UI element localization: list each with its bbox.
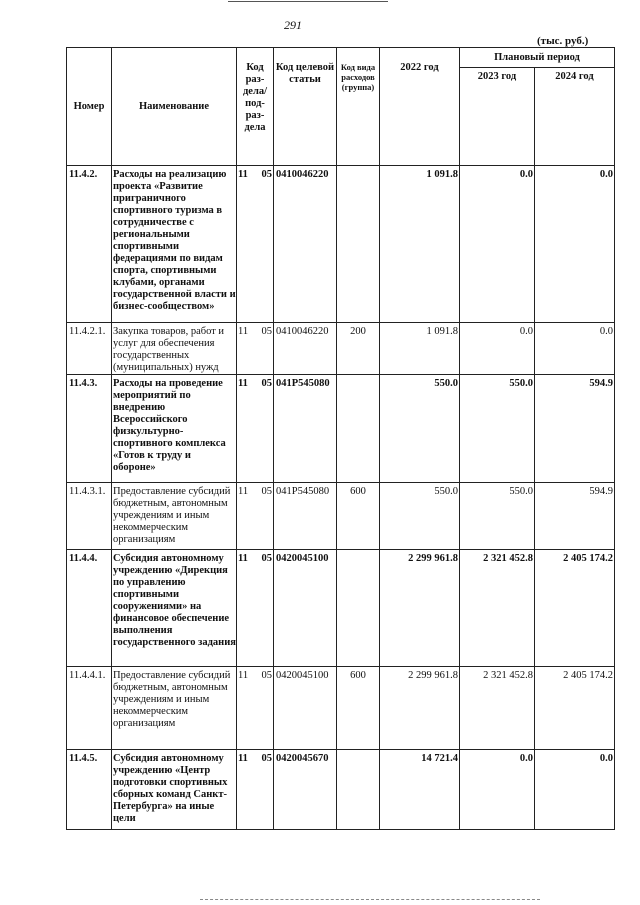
row-number: 11.4.2. xyxy=(67,166,112,323)
row-podrazdel: 05 xyxy=(261,553,272,564)
row-expense-group xyxy=(337,550,380,667)
row-value-2022: 550.0 xyxy=(380,375,460,483)
row-value-2024: 2 405 174.2 xyxy=(535,550,615,667)
row-value-2023: 0.0 xyxy=(460,323,535,375)
row-section-cell xyxy=(237,483,274,550)
row-name: Закупка товаров, работ и услуг для обеспечения государственных (муниципальных) нужд xyxy=(112,323,237,375)
col-2024-header: 2024 год xyxy=(535,68,615,166)
row-podrazdel: 05 xyxy=(261,378,272,389)
scan-bottom-line xyxy=(200,899,540,901)
table-row xyxy=(67,483,615,550)
units-label: (тыс. руб.) xyxy=(537,35,589,47)
row-expense-group: 600 xyxy=(337,483,380,550)
row-value-2022: 2 299 961.8 xyxy=(380,667,460,750)
row-number: 11.4.5. xyxy=(67,750,112,830)
row-razdel: 11 xyxy=(238,753,248,764)
row-podrazdel: 05 xyxy=(261,326,272,337)
row-number: 11.4.4.1. xyxy=(67,667,112,750)
row-target: 041Р545080 xyxy=(274,483,337,550)
row-value-2023: 0.0 xyxy=(460,750,535,830)
planned-period-header: Плановый период xyxy=(460,48,615,68)
scan-top-line xyxy=(228,1,388,2)
row-expense-group xyxy=(337,375,380,483)
table-row xyxy=(67,550,615,667)
row-value-2022: 1 091.8 xyxy=(380,166,460,323)
col-name-header: Наименование xyxy=(112,48,237,166)
col-expense-header: Код вида расходов (группа) xyxy=(337,48,380,166)
row-value-2023: 550.0 xyxy=(460,375,535,483)
row-name: Предоставление субсидий бюджетным, автономным учреждениям и иным некоммерческим организациям xyxy=(112,667,237,750)
row-value-2023: 2 321 452.8 xyxy=(460,667,535,750)
row-value-2023: 0.0 xyxy=(460,166,535,323)
table-row xyxy=(67,750,615,830)
row-podrazdel: 05 xyxy=(261,753,272,764)
row-target: 0410046220 xyxy=(274,323,337,375)
row-razdel: 11 xyxy=(238,553,248,564)
row-expense-group: 600 xyxy=(337,667,380,750)
row-target: 0420045100 xyxy=(274,550,337,667)
row-section-cell xyxy=(237,323,274,375)
row-value-2024: 0.0 xyxy=(535,166,615,323)
col-number-header: Номер xyxy=(67,48,112,166)
row-value-2024: 2 405 174.2 xyxy=(535,667,615,750)
row-value-2022: 14 721.4 xyxy=(380,750,460,830)
budget-table xyxy=(66,47,615,830)
row-section-cell xyxy=(237,667,274,750)
row-number: 11.4.2.1. xyxy=(67,323,112,375)
row-target: 0420045100 xyxy=(274,667,337,750)
row-razdel: 11 xyxy=(238,326,249,337)
row-number: 11.4.3. xyxy=(67,375,112,483)
row-value-2023: 550.0 xyxy=(460,483,535,550)
row-target: 0420045670 xyxy=(274,750,337,830)
page-number: 291 xyxy=(284,18,302,32)
row-razdel: 11 xyxy=(238,378,248,389)
row-name: Субсидия автономному учреждению «Центр подготовки спортивных сборных команд Санкт-Петербурга» на иные цели xyxy=(112,750,237,830)
row-target: 041Р545080 xyxy=(274,375,337,483)
row-podrazdel: 05 xyxy=(261,486,272,497)
row-podrazdel: 05 xyxy=(261,169,272,180)
row-section-cell xyxy=(237,375,274,483)
row-target: 0410046220 xyxy=(274,166,337,323)
col-2023-header: 2023 год xyxy=(460,68,535,166)
row-podrazdel: 05 xyxy=(261,670,272,681)
table-row xyxy=(67,667,615,750)
row-value-2022: 550.0 xyxy=(380,483,460,550)
row-value-2024: 594.9 xyxy=(535,483,615,550)
row-expense-group: 200 xyxy=(337,323,380,375)
row-expense-group xyxy=(337,750,380,830)
row-value-2022: 1 091.8 xyxy=(380,323,460,375)
row-value-2024: 0.0 xyxy=(535,323,615,375)
row-expense-group xyxy=(337,166,380,323)
col-target-header: Код целевой статьи xyxy=(274,48,337,166)
col-section-header: Код раз-дела/ под-раз-дела xyxy=(237,48,274,166)
row-value-2024: 594.9 xyxy=(535,375,615,483)
row-razdel: 11 xyxy=(238,169,248,180)
row-name: Субсидия автономному учреждению «Дирекция по управлению спортивными сооружениями» на финансовое обеспечение выполнения государственного задания xyxy=(112,550,237,667)
row-number: 11.4.3.1. xyxy=(67,483,112,550)
row-value-2022: 2 299 961.8 xyxy=(380,550,460,667)
row-value-2023: 2 321 452.8 xyxy=(460,550,535,667)
row-number: 11.4.4. xyxy=(67,550,112,667)
col-2022-header: 2022 год xyxy=(380,48,460,166)
row-section-cell xyxy=(237,166,274,323)
table-row xyxy=(67,166,615,323)
row-name: Расходы на проведение мероприятий по внедрению Всероссийского физкультурно-спортивного комплекса «Готов к труду и обороне» xyxy=(112,375,237,483)
row-value-2024: 0.0 xyxy=(535,750,615,830)
table-row xyxy=(67,323,615,375)
row-name: Расходы на реализацию проекта «Развитие приграничного спортивного туризма в сотрудничестве с региональными спортивными федерациями по видам спорта, спортивными клубами, органами государственной власти и бизнес-сообществом» xyxy=(112,166,237,323)
row-razdel: 11 xyxy=(238,670,249,681)
table-row xyxy=(67,375,615,483)
row-section-cell xyxy=(237,550,274,667)
row-section-cell xyxy=(237,750,274,830)
row-name: Предоставление субсидий бюджетным, автономным учреждениям и иным некоммерческим организациям xyxy=(112,483,237,550)
row-razdel: 11 xyxy=(238,486,249,497)
